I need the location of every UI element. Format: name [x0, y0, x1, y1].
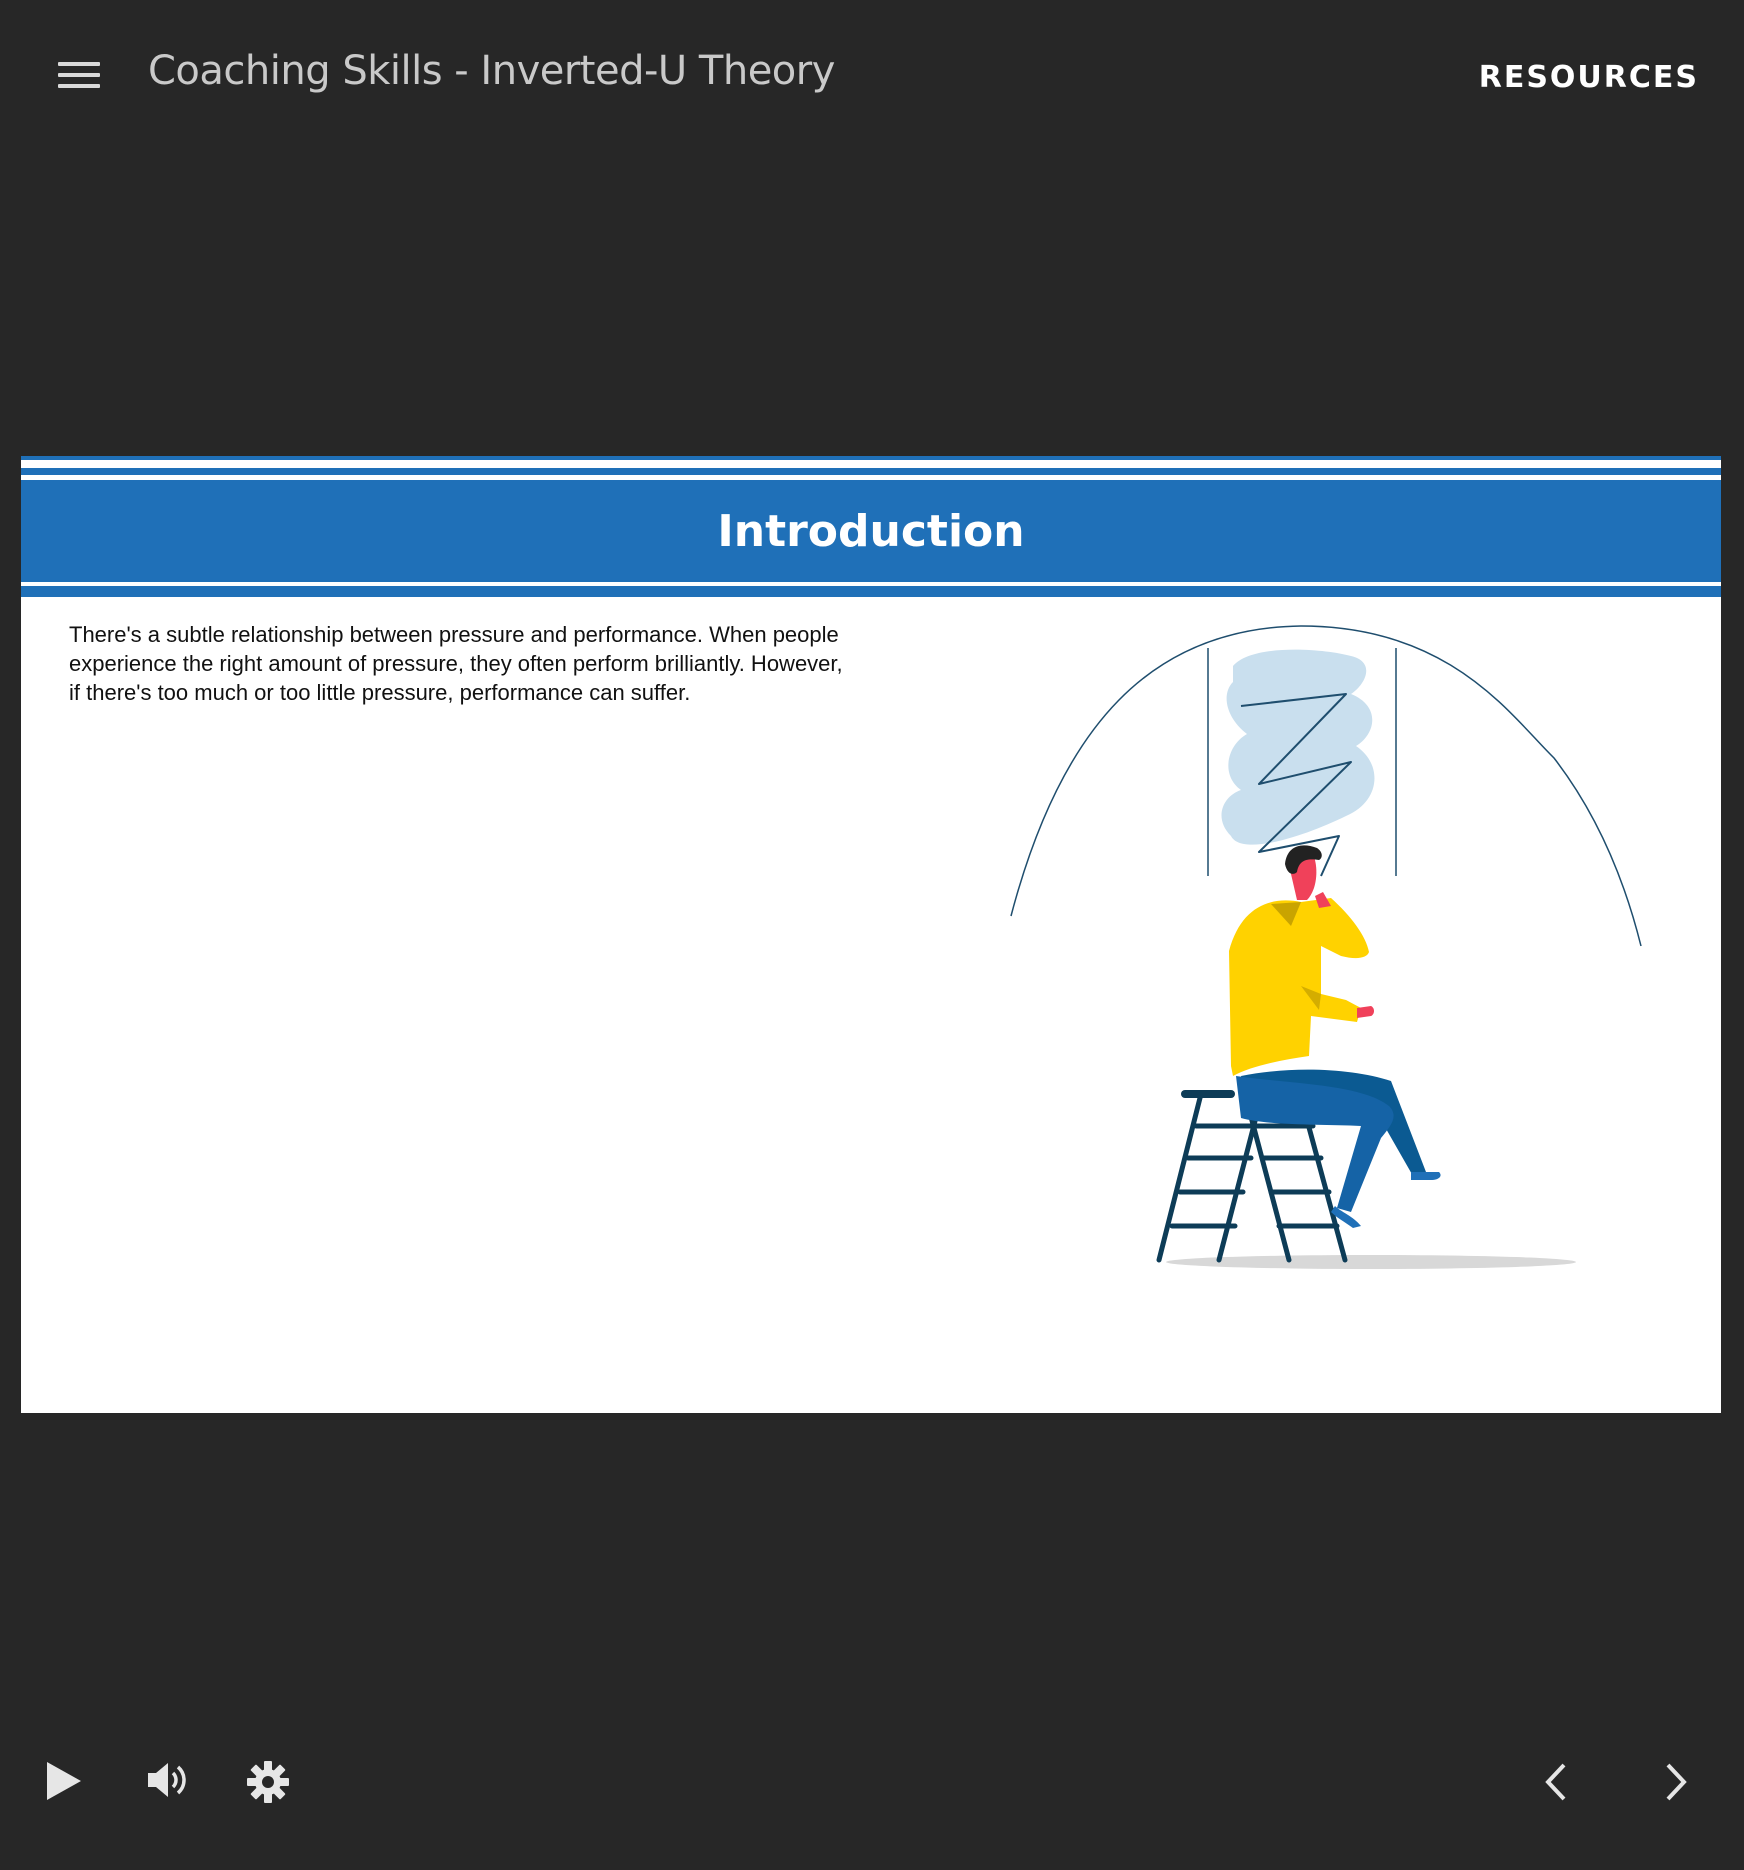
ground-shadow [1166, 1255, 1576, 1269]
play-button[interactable] [44, 1760, 84, 1802]
hamburger-icon [58, 62, 100, 66]
top-rule [21, 456, 1721, 460]
next-button[interactable] [1662, 1762, 1692, 1802]
previous-button[interactable] [1540, 1762, 1570, 1802]
scribble-blob [1222, 650, 1375, 845]
chevron-right-icon [1668, 1765, 1684, 1799]
resources-button[interactable]: RESOURCES [1478, 60, 1699, 95]
inverted-u-illustration [1001, 606, 1681, 1326]
volume-button[interactable] [146, 1760, 192, 1800]
slide-body-text: There's a subtle relationship between pressure and performance. When people experience the right amount of pressure, they often perform brilliantly. However, if there's too much or too little pressure, performance can suffer. [69, 622, 843, 705]
person-figure [1229, 845, 1441, 1228]
course-title: Coaching Skills - Inverted-U Theory [148, 48, 835, 94]
top-bar [0, 0, 1744, 150]
menu-button[interactable] [56, 58, 102, 92]
slide-heading: Introduction [717, 506, 1025, 557]
chevron-left-icon [1548, 1765, 1564, 1799]
player-controls [0, 1740, 1744, 1850]
top-rule-2 [21, 468, 1721, 475]
slide-canvas [21, 456, 1721, 1413]
volume-icon [148, 1763, 184, 1797]
settings-button[interactable] [246, 1760, 290, 1804]
play-icon [47, 1762, 81, 1800]
gear-icon [247, 1761, 289, 1803]
